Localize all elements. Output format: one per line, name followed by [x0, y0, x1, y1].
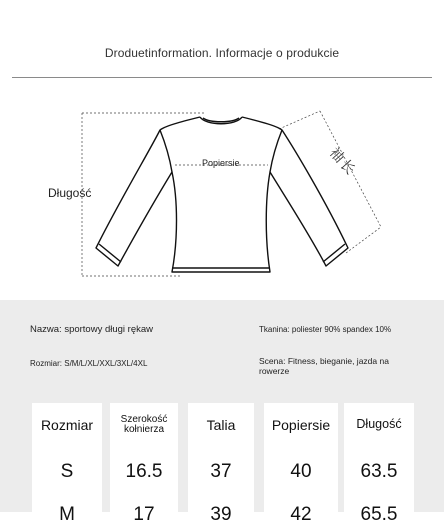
length-column	[344, 403, 414, 523]
size-column	[32, 403, 102, 523]
column-header: Szerokość kołnierza	[120, 414, 168, 435]
table-cell: 17	[133, 504, 155, 525]
table-cell: 63.5	[360, 461, 398, 482]
product-name: Nazwa: sportowy długi rękaw	[30, 324, 154, 335]
table-cell: 42	[290, 504, 312, 525]
column-header: Popiersie	[271, 417, 331, 433]
column-header: Długość	[356, 417, 402, 431]
waist-column	[188, 403, 254, 523]
table-cell: 39	[210, 504, 232, 525]
table-cell: 40	[290, 461, 312, 482]
length-label: Długość	[48, 186, 92, 200]
chest-label: Popiersie	[202, 158, 240, 168]
product-scene: Scena: Fitness, bieganie, jazda na rowerze	[259, 356, 389, 376]
page-title: Droduetinformation. Informacje o produkcie	[104, 46, 340, 60]
shirt-outline	[96, 117, 348, 272]
table-cell: 37	[210, 461, 232, 482]
table-cell: 65.5	[360, 504, 398, 525]
sleeve-label: 袖长	[326, 144, 360, 179]
chest-column	[264, 403, 338, 523]
column-header: Rozmiar	[40, 417, 94, 433]
table-cell: 16.5	[125, 461, 163, 482]
column-header: Talia	[206, 417, 236, 433]
table-cell: M	[59, 504, 75, 525]
sleeve-measure	[279, 111, 381, 253]
product-sizes: Rozmiar: S/M/L/XL/XXL/3XL/4XL	[30, 359, 148, 368]
product-fabric: Tkanina: poliester 90% spandex 10%	[259, 325, 392, 334]
collar-width-column	[110, 403, 178, 523]
table-cell: S	[60, 461, 74, 482]
